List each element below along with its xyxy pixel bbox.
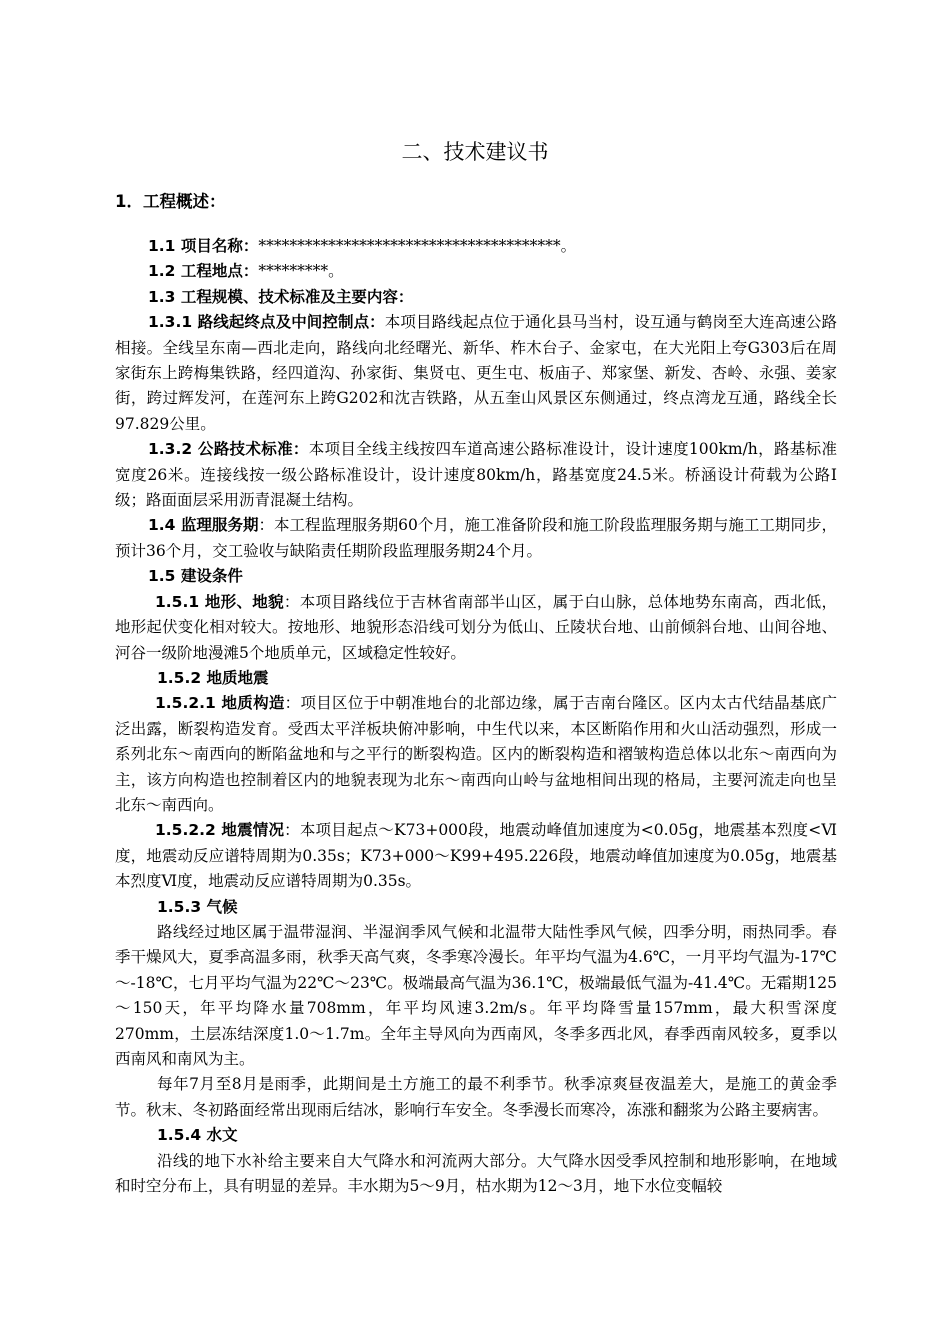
paragraph-label: 1.3.2 公路技术标准：: [148, 440, 309, 459]
item-label: 1.2 工程地点：: [148, 262, 259, 281]
paragraph-1-5-2-1: [115, 691, 837, 818]
paragraph-label: 1.5.2.2 地震情况: [155, 821, 285, 840]
paragraph-1-5-1: [115, 590, 837, 666]
item-project-name: [115, 234, 837, 259]
section-heading: 1．工程概述：: [115, 192, 226, 211]
paragraph-label: 1.3.1 路线起终点及中间控制点：: [148, 313, 385, 332]
heading-1-5: [115, 564, 837, 589]
heading-1-5-3: [115, 895, 837, 920]
paragraph-text: ：本工程监理服务期60个月，施工准备阶段和施工阶段监理服务期与施工工期同步，预计36个月，交工验收与缺陷责任期阶段监理服务期24个月。: [115, 516, 837, 560]
heading-text: 1.3 工程规模、技术标准及主要内容：: [148, 287, 414, 306]
paragraph-text: ：本项目起点～K73+000段，地震动峰值加速度为<0.05g，地震基本烈度<Ⅵ度，地震动反应谱特周期为0.35s；K73+000～K99+495.226段，地震动峰值加速度为0.05g，地震基本烈度Ⅵ度，地震动反应谱特周期为0.35s。: [115, 821, 837, 891]
document-body: [115, 234, 837, 1199]
paragraph-text: 本项目全线主线按四车道高速公路标准设计，设计速度100km/h，路基标准宽度26米。连接线按一级公路标准设计，设计速度80km/h，路基宽度24.5米。桥涵设计荷载为公路Ⅰ级；路面面层采用沥青混凝土结构。: [115, 440, 837, 510]
heading-text: 1.5.4 水文: [157, 1126, 238, 1145]
paragraph-hydrology-1: 沿线的地下水补给主要来自大气降水和河流两大部分。大气降水因受季风控制和地形影响，在地域和时空分布上，具有明显的差异。丰水期为5～9月，枯水期为12～3月，地下水位变幅较: [115, 1151, 837, 1196]
item-project-location: [115, 259, 837, 284]
paragraph-text: ：项目区位于中朝准地台的北部边缘，属于吉南台隆区。区内太古代结晶基底广泛出露，断裂构造发育。受西太平洋板块俯冲影响，中生代以来，本区断陷作用和火山活动强烈，形成一系列北东～南西向的断陷盆地和与之平行的断裂构造。区内的断裂构造和褶皱构造总体以北东～南西向为主，该方向构造也控制着区内的地貌表现为北东～南西向山岭与盆地相间出现的格局，主要河流走向也呈北东～南西向。: [115, 694, 837, 814]
paragraph-1-3-1: [115, 310, 837, 437]
paragraph-climate-1: 路线经过地区属于温带湿润、半湿润季风气候和北温带大陆性季风气候，四季分明，雨热同季。春季干燥风大，夏季高温多雨，秋季天高气爽，冬季寒冷漫长。年平均气温为4.6℃，一月平均气温为-17℃～-18℃，七月平均气温为22℃～23℃。极端最高气温为36.1℃，极端最低气温为-41.4℃。无霜期125～150天，年平均降水量708mm，年平均风速3.2m/s。年平均降雪量157mm，最大积雪深度270mm，土层冻结深度1.0～1.7m。全年主导风向为西南风，冬季多西北风，春季西南风较多，夏季以西南风和南风为主。: [115, 922, 837, 1068]
item-value: ***************************************。: [258, 237, 577, 255]
heading-1-3: [115, 285, 837, 310]
paragraph-label: 1.5.2.1 地质构造: [155, 694, 285, 713]
paragraph-1-5-2-2: [115, 818, 837, 894]
heading-1-5-4: [115, 1123, 837, 1148]
paragraph-label: 1.5.1 地形、地貌: [155, 592, 284, 611]
paragraph-1-3-2: [115, 437, 837, 513]
heading-text: 1.5.3 气候: [157, 897, 238, 916]
paragraph-1-4: [115, 513, 837, 564]
heading-text: 1.5.2 地质地震: [157, 668, 269, 687]
heading-text: 1.5 建设条件: [148, 567, 243, 586]
paragraph-text: 本项目路线起点位于通化县马当村，设互通与鹤岗至大连高速公路相接。全线呈东南—西北走向，路线向北经曙光、新华、柞木台子、金家屯，在大光阳上夸G303后在周家街东上跨梅集铁路，经四道沟、孙家街、集贤屯、更生屯、板庙子、郑家堡、新发、杏岭、永强、姜家街，跨过辉发河，在莲河东上跨G202和沈吉铁路，从五奎山风景区东侧通过，终点湾龙互通，路线全长97.829公里。: [115, 313, 837, 433]
document-title: 二、技术建议书: [401, 140, 549, 164]
paragraph-climate-2: 每年7月至8月是雨季，此期间是土方施工的最不利季节。秋季凉爽昼夜温差大，是施工的黄金季节。秋末、冬初路面经常出现雨后结冰，影响行车安全。冬季漫长而寒冷，冻涨和翻浆为公路主要病害。: [115, 1075, 837, 1119]
heading-1-5-2: [115, 666, 837, 691]
item-value: *********。: [258, 262, 344, 281]
paragraph-label: 1.4 监理服务期: [148, 516, 259, 535]
paragraph-text: ：本项目路线位于吉林省南部半山区，属于白山脉，总体地势东南高，西北低，地形起伏变化相对较大。按地形、地貌形态沿线可划分为低山、丘陵状台地、山前倾斜台地、山间谷地、河谷一级阶地漫滩5个地质单元，区域稳定性较好。: [115, 592, 837, 662]
item-label: 1.1 项目名称：: [148, 237, 259, 255]
